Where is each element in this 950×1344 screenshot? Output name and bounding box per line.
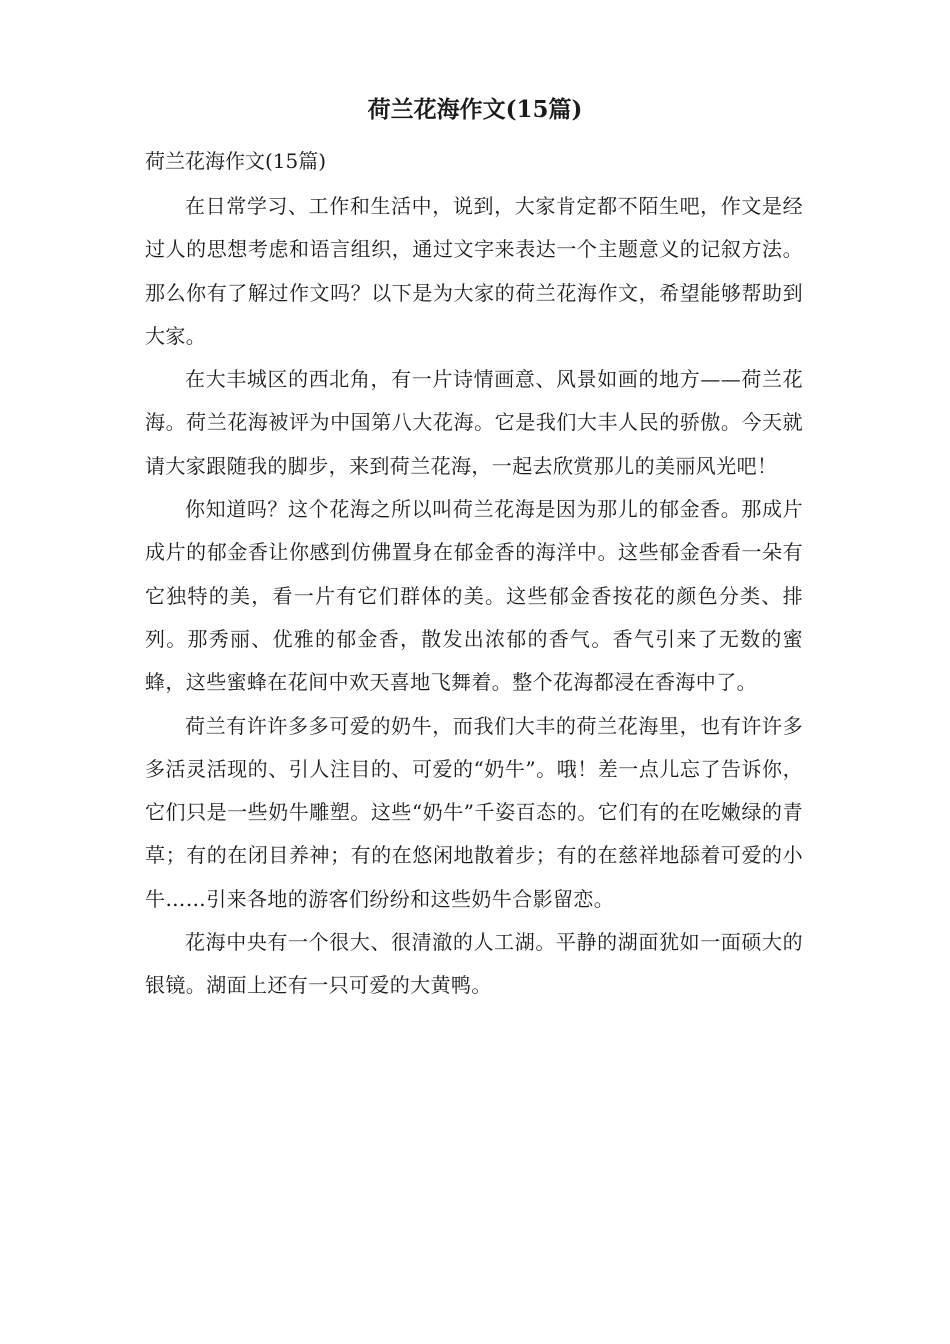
document-subtitle: 荷兰花海作文(15篇) [145, 149, 327, 173]
document-body [145, 185, 803, 1008]
paragraph-lake: 花海中央有一个很大、很清澈的人工湖。平静的湖面犹如一面硕大的银镜。湖面上还有一只可爱的大黄鸭。 [145, 930, 803, 998]
paragraph-cows: 荷兰有许许多多可爱的奶牛，而我们大丰的荷兰花海里，也有许许多多活灵活现的、引人注目的、可爱的“奶牛”。哦！差一点儿忘了告诉你，它们只是一些奶牛雕塑。这些“奶牛”千姿百态的。它们有的在吃嫩绿的青草；有的在闭目养神；有的在悠闲地散着步；有的在慈祥地舔着可爱的小牛……引来各地的游客们纷纷和这些奶牛合影留恋。 [145, 713, 803, 911]
paragraph-location: 在大丰城区的西北角，有一片诗情画意、风景如画的地方——荷兰花海。荷兰花海被评为中国第八大花海。它是我们大丰人民的骄傲。今天就请大家跟随我的脚步，来到荷兰花海，一起去欣赏那儿的美丽风光吧！ [145, 367, 803, 478]
document-title: 荷兰花海作文(15篇) [367, 96, 583, 123]
paragraph-tulips: 你知道吗？这个花海之所以叫荷兰花海是因为那儿的郁金香。那成片成片的郁金香让你感到仿佛置身在郁金香的海洋中。这些郁金香看一朵有它独特的美，看一片有它们群体的美。这些郁金香按花的颜色分类、排列。那秀丽、优雅的郁金香，散发出浓郁的香气。香气引来了无数的蜜蜂，这些蜜蜂在花间中欢天喜地飞舞着。整个花海都浸在香海中了。 [145, 497, 803, 695]
paragraph-intro: 在日常学习、工作和生活中，说到，大家肯定都不陌生吧，作文是经过人的思想考虑和语言组织，通过文字来表达一个主题意义的记叙方法。那么你有了解过作文吗？以下是为大家的荷兰花海作文，希望能够帮助到大家。 [145, 194, 803, 348]
